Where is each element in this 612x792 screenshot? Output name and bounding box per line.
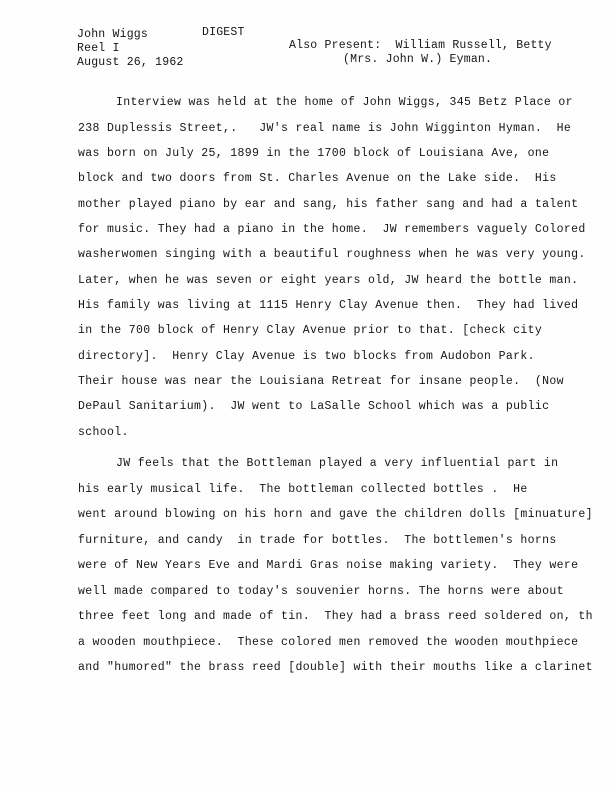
- body-line: was born on July 25, 1899 in the 1700 block of Louisiana Ave, one: [78, 147, 550, 160]
- body-line: His family was living at 1115 Henry Clay Avenue then. They had lived: [78, 299, 579, 312]
- body-line: DePaul Sanitarium). JW went to LaSalle School which was a public: [78, 400, 550, 413]
- body-line: his early musical life. The bottleman collected bottles . He: [78, 483, 528, 496]
- body-line: Interview was held at the home of John Wiggs, 345 Betz Place or: [116, 96, 573, 109]
- body-line: went around blowing on his horn and gave the children dolls [minuature]: [78, 508, 593, 521]
- body-line: for music. They had a piano in the home. JW remembers vaguely Colored: [78, 223, 586, 236]
- header-also-present: Also Present: William Russell, Betty: [289, 39, 552, 52]
- body-line: directory]. Henry Clay Avenue is two blocks from Audobon Park.: [78, 350, 535, 363]
- body-line: block and two doors from St. Charles Avenue on the Lake side. His: [78, 172, 557, 185]
- body-line: school.: [78, 426, 129, 439]
- body-line: in the 700 block of Henry Clay Avenue prior to that. [check city: [78, 324, 543, 337]
- header-also-present-cont: (Mrs. John W.) Eyman.: [343, 53, 493, 66]
- body-line: well made compared to today's souvenier horns. The horns were about: [78, 585, 564, 598]
- header-digest: DIGEST: [202, 26, 245, 39]
- body-line: Later, when he was seven or eight years old, JW heard the bottle man.: [78, 274, 579, 287]
- body-line: JW feels that the Bottleman played a very influential part in: [116, 457, 559, 470]
- header-date: August 26, 1962: [77, 56, 184, 69]
- body-line: three feet long and made of tin. They had a brass reed soldered on, th: [78, 610, 593, 623]
- body-line: mother played piano by ear and sang, his father sang and had a talent: [78, 198, 579, 211]
- body-line: Their house was near the Louisiana Retreat for insane people. (Now: [78, 375, 564, 388]
- body-line: 238 Duplessis Street,. JW's real name is John Wigginton Hyman. He: [78, 122, 572, 135]
- body-line: and "humored" the brass reed [double] with their mouths like a clarinet: [78, 661, 593, 674]
- body-line: washerwomen singing with a beautiful roughness when he was very young.: [78, 248, 586, 261]
- header-reel: Reel I: [77, 42, 120, 55]
- body-line: furniture, and candy in trade for bottles. The bottlemen's horns: [78, 534, 557, 547]
- body-line: a wooden mouthpiece. These colored men removed the wooden mouthpiece: [78, 636, 579, 649]
- header-name: John Wiggs: [77, 28, 149, 41]
- body-line: were of New Years Eve and Mardi Gras noise making variety. They were: [78, 559, 579, 572]
